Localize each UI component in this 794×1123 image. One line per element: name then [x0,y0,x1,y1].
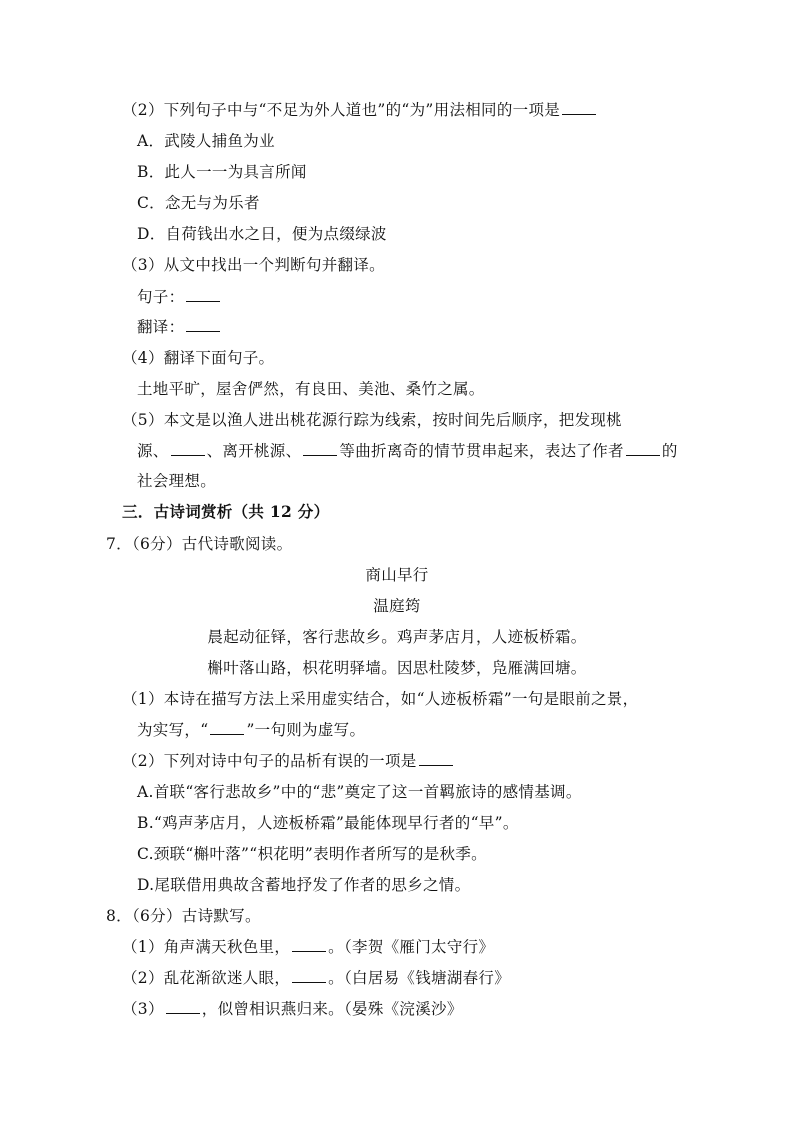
answer-blank[interactable] [186,317,220,332]
q6-p4-sentence: 土地平旷，屋舍俨然，有良田、美池、桑竹之属。 [137,380,485,398]
q8-item-1 [122,937,494,957]
answer-blank[interactable] [292,968,326,983]
q6-p5-line1: （5）本文是以渔人进出桃花源行踪为线索，按时间先后顺序，把发现桃 [122,411,622,429]
answer-blank[interactable] [210,720,244,735]
q7-p1-text-a: 为实写，“ [137,721,209,739]
translate-label: 翻译： [137,318,185,336]
q8-header: 8．（6分）古诗默写。 [106,907,261,925]
answer-blank[interactable] [166,999,200,1014]
q7-p1-text-b: ”一句则为虚写。 [246,721,366,739]
q8-item-3-suffix: ，似曾相识燕归来。（晏殊《浣溪沙》 [201,1000,463,1018]
q8-item-3 [122,999,463,1019]
q7-header: 7．（6分）古代诗歌阅读。 [106,535,293,553]
poem-line-2: 槲叶落山路，枳花明驿墙。因思杜陵梦，凫雁满回塘。 [207,659,587,677]
q7-p2-stem-text: （2）下列对诗中句子的品析有误的一项是 [122,752,417,770]
q6-p5-line2 [137,441,678,461]
answer-blank[interactable] [303,441,337,456]
q7-p2-option-c: C.颈联“槲叶落”“枳花明”表明作者所写的是秋季。 [137,845,487,863]
q7-p1-line1: （1）本诗在描写方法上采用虚实结合，如“人迹板桥霜”一句是眼前之景， [122,690,639,708]
sentence-label: 句子： [137,288,185,306]
poem-author: 温庭筠 [373,597,421,615]
q6-p2-option-d: D．自荷钱出水之日，便为点缀绿波 [137,225,387,243]
q8-item-2 [122,968,510,988]
q6-p2-stem [122,100,598,120]
q6-p3-stem: （3）从文中找出一个判断句并翻译。 [122,256,385,274]
poem-title: 商山早行 [365,566,429,584]
q6-p5-text-a: 源、 [137,442,169,460]
q6-p5-line3: 社会理想。 [137,472,217,490]
q7-p2-option-b: B.“鸡声茅店月，人迹板桥霜”最能体现早行者的“早”。 [137,814,519,832]
q8-item-2-prefix: （2）乱花渐欲迷人眼， [122,969,291,987]
q7-p1-line2 [137,720,365,740]
q7-p2-stem [122,751,455,771]
q6-p5-text-b: 、离开桃源、 [206,442,302,460]
q6-p5-text-c: 等曲折离奇的情节贯串起来，表达了作者 [339,442,624,460]
q6-p2-option-b: B．此人一一为具言所闻 [137,163,307,181]
q6-p3-translate [137,317,222,337]
answer-blank[interactable] [292,937,326,952]
q6-p3-sentence [137,287,222,307]
q7-p2-option-d: D.尾联借用典故含蓄地抒发了作者的思乡之情。 [137,876,471,894]
q6-p5-text-d: 的 [661,442,678,460]
q6-p4-stem: （4）翻译下面句子。 [122,349,275,367]
q7-p2-option-a: A.首联“客行悲故乡”中的“悲”奠定了这一首羁旅诗的感情基调。 [137,783,582,801]
q8-item-1-suffix: 。（李贺《雁门太守行》 [328,938,495,956]
q8-item-1-prefix: （1）角声满天秋色里， [122,938,291,956]
section-title: 三．古诗词赏析（共 12 分） [122,502,330,521]
q6-p2-option-c: C．念无与为乐者 [137,194,260,212]
poem-line-1: 晨起动征铎，客行悲故乡。鸡声茅店月，人迹板桥霜。 [207,628,587,646]
q8-item-3-prefix: （3） [122,1000,164,1018]
q8-item-2-suffix: 。（白居易《钱塘湖春行》 [328,969,511,987]
answer-blank[interactable] [626,441,660,456]
answer-blank[interactable] [171,441,205,456]
answer-blank[interactable] [186,287,220,302]
answer-blank[interactable] [419,751,453,766]
q6-p2-option-a: A．武陵人捕鱼为业 [137,132,275,150]
q6-p2-stem-text: （2）下列句子中与“不足为外人道也”的“为”用法相同的一项是 [122,101,561,119]
answer-blank[interactable] [562,100,596,115]
